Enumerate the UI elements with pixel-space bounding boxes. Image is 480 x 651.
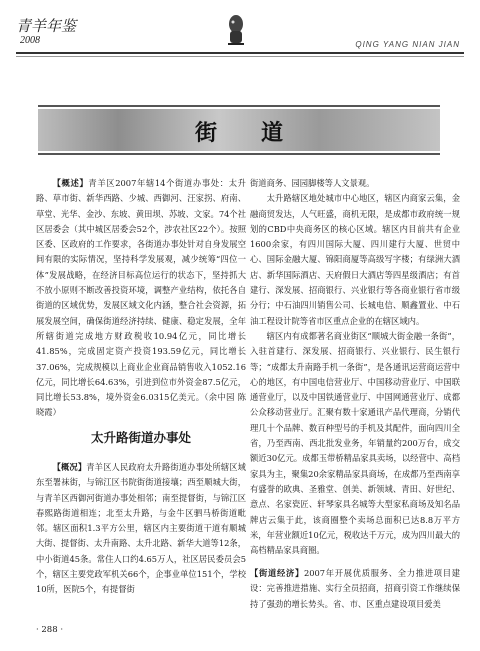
header-rule bbox=[16, 52, 464, 54]
page-number: · 288 · bbox=[36, 625, 64, 635]
sheep-emblem-icon bbox=[224, 14, 248, 48]
right-paragraph-1: 街道商务、园园脚楼等人文景观。 bbox=[250, 178, 375, 188]
general-tag: 【概况】 bbox=[52, 462, 87, 472]
left-column-general bbox=[36, 460, 246, 598]
chapter-title: 街道 bbox=[194, 120, 327, 146]
right-paragraph-2: 太升路辖区地处城市中心地区，辖区内商家云集，金融商贸发达，人气旺盛，商机无限，是成都市政府统一规划的CBD中央商务区的核心区域。辖区内目前共有企业1600余家，有四川国际大厦、四川建行大厦、世贸中心、国际金融大厦、锦阳商厦等高级写字楼；有绿洲大酒店、新华国际酒店、天府假日大酒店等四星级酒店；有首建行、深发展、招商银行、兴业银行等各商业银行省市级分行；中石油四川销售公司、长城电信、顺鑫置业、中石油工程设计院等省市区重点企业的在辖区域内。 bbox=[250, 193, 460, 326]
yearbook-title: 青羊年鉴 bbox=[16, 19, 77, 35]
right-paragraph-3: 辖区内有成都著名商业街区“顺城大街金融一条街”，入驻首建行、深发展、招商银行、兴业银行、民生银行等；“成都太升南路手机一条街”，是各通讯运营商运营中心的地区，有中国电信营业厅、中国移动营业厅、中国联通营业厅，以及中国铁通营业厅、中国网通营业厅、成都公众移动营业厅。汇聚有数十家通讯产品代理商，分销代理几十个品牌、数百种型号的手机及其配件，面向四川全省，乃至西南、西北批发业务，年销量约200万台，成交额近30亿元。成都玉带桥精品家具卖场，以经营中、高档家具为主，聚集20余家精品家具商场，在成都乃至西南享有盛誉的欧典、圣雅堂、创美、新领域、青田、好世纪、意点、名家瓷匠、轩琴家具名城等大型家私商场及知名品牌店云集于此，该商圈整个卖场总面积已达8.8万平方米，年营业额近10亿元，税收达千万元，成为四川最大的高档精品家具商圈。 bbox=[250, 330, 460, 556]
header-rule-thin bbox=[16, 56, 464, 57]
overview-tag: 【概述】 bbox=[52, 178, 89, 188]
banner-top-edge bbox=[38, 105, 440, 107]
right-column bbox=[250, 176, 460, 558]
banner-bottom-edge bbox=[38, 153, 440, 155]
section-heading-taishenglu: 太升路街道办事处 bbox=[90, 430, 191, 445]
left-column-overview bbox=[36, 176, 246, 421]
yearbook-logo bbox=[16, 20, 76, 46]
general-text: 青羊区人民政府太升路街道办事处所辖区域东至署袜街，与锦江区书院街街道接壤；西至顺城大街，与青羊区西御河街道办事处相邻；南至提督街，与锦江区春熙路街道相连；北至太升路，与金牛区驷马桥街道毗邻。辖区面积1.3平方公里，辖区内主要街道干道有顺城大街、提督街、太升南路、太升北路、新华大道等12条，中小街道45条。常住人口约4.65万人，社区居民委员会5个，辖区主要党政军机关66个，企事业单位151个，学校10所，医院5个，有提督街 bbox=[36, 462, 246, 595]
right-column-economy bbox=[250, 566, 460, 612]
yearbook-year: 2008 bbox=[20, 35, 40, 46]
economy-text: 2007年开展优质服务、全力推进项目建设：完善推进措施、实行全员招商，招商引资工作继续保持了强劲的增长势头。省、市、区重点建设项目爱美 bbox=[250, 568, 460, 609]
overview-text: 青羊区2007年辖14个街道办事处：太升路、草市街、新华西路、少城、西御河、汪家拐、府南、草堂、光华、金沙、东坡、黄田坝、苏坡、文家。74个社区居委会（其中城区居委会52个，涉农社区22个）。按照区委、区政府的工作要求，各街道办事处针对自身发展空间有限的实际情况，坚持科学发展观，减少统筹“四位一体”发展战略，在经济目标高位运行的状态下，坚持抓大不放小原则不断改善投资环境，调整产业结构，依托各自街道的区域优势，发展区域文化内涵，整合社会资源，拓展发展空间，确保街道经济持续、健康、稳定发展，全年所辖街道完成地方财政税收10.94亿元，同比增长41.85%，完成固定资产投资193.59亿元，同比增长37.06%，完成规模以上商业企业商品销售收入1052.16亿元，同比增长64.63%，引进到位市外资金87.5亿元，同比增长53.8%，境外资金6.0315亿美元。（余中园 陈晓霞） bbox=[36, 178, 246, 418]
chapter-banner bbox=[38, 101, 440, 159]
economy-tag: 【街道经济】 bbox=[250, 568, 304, 578]
header-right-text: QING YANG NIAN JIAN bbox=[355, 40, 460, 49]
